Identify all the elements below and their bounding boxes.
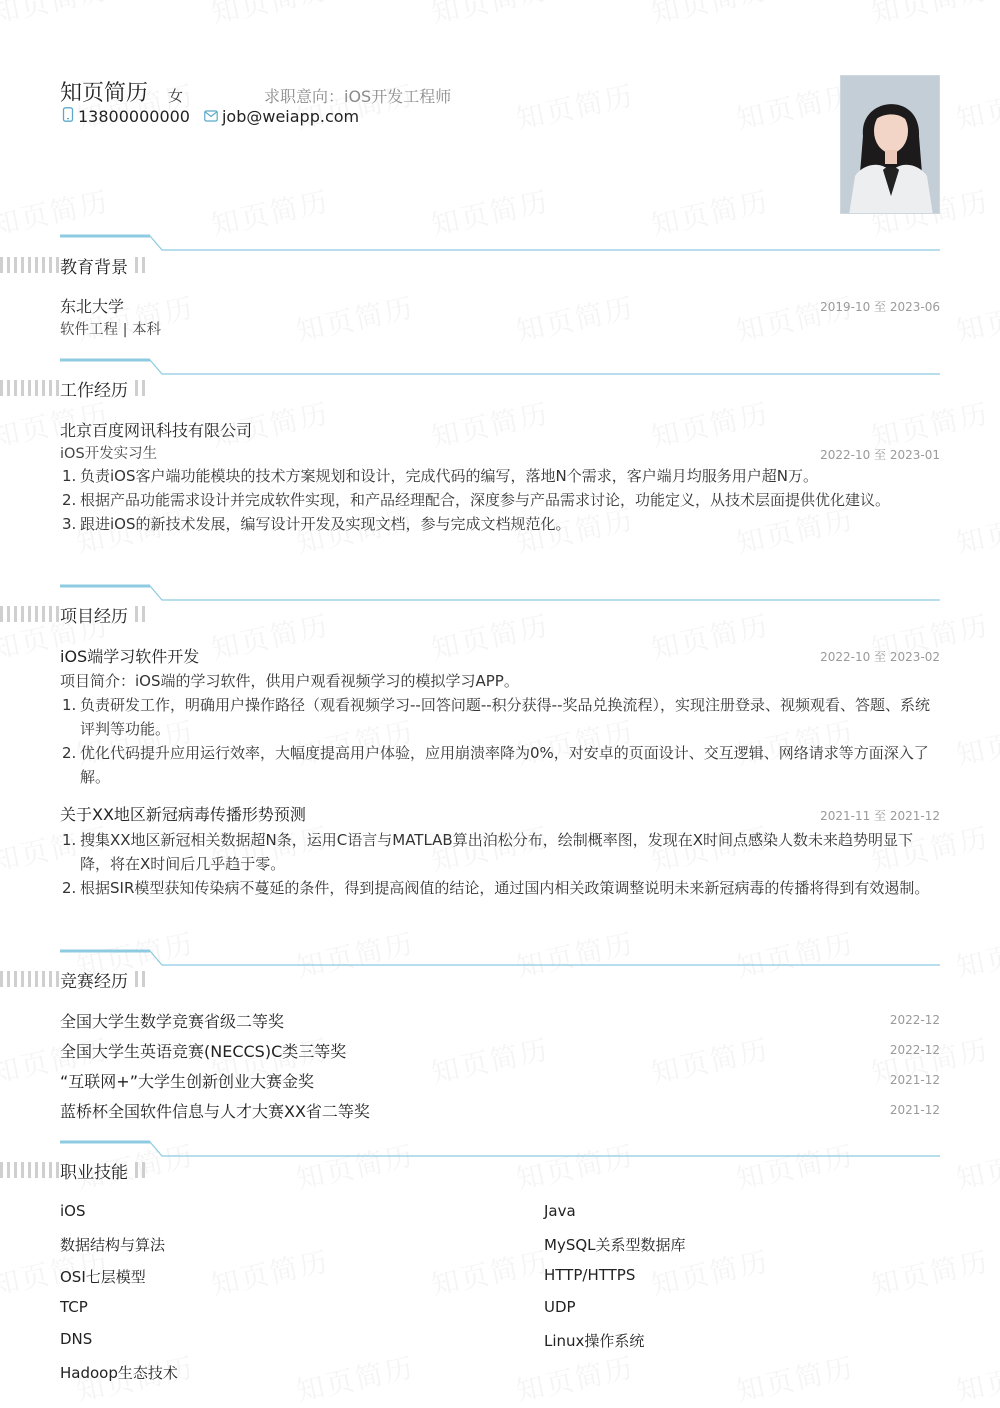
skill-item: OSI七层模型 <box>60 1268 146 1286</box>
work-duties <box>60 464 940 536</box>
skill-item: Linux操作系统 <box>544 1332 645 1350</box>
list-item: 1. 搜集XX地区新冠相关数据超N条，运用C语言与MATLAB算出泊松分布，绘制概率图，发现在X时间点感染人数未来趋势明显下降，将在X时间后几乎趋于零。 <box>62 831 913 873</box>
project-date: 2022-10 至 2023-02 <box>820 650 940 664</box>
work-date: 2022-10 至 2023-01 <box>820 448 940 462</box>
profile-photo <box>840 75 940 214</box>
decor-stripes <box>0 971 60 987</box>
award-name: 全国大学生数学竞赛省级二等奖 <box>60 1012 285 1031</box>
section-divider <box>60 582 940 604</box>
education-date: 2019-10 至 2023-06 <box>820 300 940 314</box>
section-divider <box>60 947 940 969</box>
contact-info <box>62 107 367 126</box>
section-title: 职业技能 <box>60 1162 128 1183</box>
section-divider <box>60 1138 940 1160</box>
section-header <box>0 1153 160 1187</box>
decor-stripes <box>0 1162 60 1178</box>
section-header <box>0 371 160 405</box>
skill-item: HTTP/HTTPS <box>544 1266 636 1284</box>
award-date: 2022-12 <box>889 1013 940 1027</box>
skill-item: 数据结构与算法 <box>60 1236 166 1254</box>
skill-item: Java <box>544 1202 576 1220</box>
list-item: 3. 跟进iOS的新技术发展，编写设计开发及实现文档，参与完成文档规范化。 <box>62 515 571 533</box>
award-name: 蓝桥杯全国软件信息与人才大赛XX省二等奖 <box>60 1102 370 1121</box>
skill-item: TCP <box>60 1298 88 1316</box>
award-name: “互联网+”大学生创新创业大赛金奖 <box>60 1072 314 1091</box>
project-name: 关于XX地区新冠病毒传播形势预测 <box>60 805 306 824</box>
decor-stripes <box>0 257 60 273</box>
list-item: 2. 优化代码提升应用运行效率，大幅度提高用户体验，应用崩溃率降为0%，对安卓的页面设计、交互逻辑、网络请求等方面深入了解。 <box>62 744 929 786</box>
major-degree: 软件工程 | 本科 <box>60 322 162 338</box>
list-item: 2. 根据产品功能需求设计并完成软件实现，和产品经理配合，深度参与产品需求讨论，功能定义，从技术层面提供优化建议。 <box>62 491 891 509</box>
mail-icon <box>204 107 218 126</box>
phone-icon <box>62 107 74 126</box>
decor-stripes <box>0 380 60 396</box>
decor-stripes <box>135 257 147 273</box>
skill-item: Hadoop生态技术 <box>60 1364 178 1382</box>
candidate-name: 知页简历 <box>60 81 149 106</box>
email-contact <box>204 107 359 126</box>
section-divider <box>60 356 940 378</box>
decor-stripes <box>135 606 147 622</box>
job-role: iOS开发实习生 <box>60 446 158 462</box>
section-title: 工作经历 <box>60 380 128 401</box>
section-divider <box>60 232 940 254</box>
phone-number: 13800000000 <box>78 107 190 126</box>
award-date: 2022-12 <box>889 1043 940 1057</box>
list-item: 2. 根据SIR模型获知传染病不蔓延的条件，得到提高阀值的结论，通过国内相关政策调整说明未来新冠病毒的传播将得到有效遏制。 <box>62 879 930 897</box>
project-intro: 项目简介：iOS端的学习软件，供用户观看视频学习的模拟学习APP。 <box>60 672 519 690</box>
award-date: 2021-12 <box>889 1073 940 1087</box>
list-item: 1. 负责iOS客户端功能模块的技术方案规划和设计，完成代码的编写，落地N个需求，客户端月均服务用户超N万。 <box>62 467 818 485</box>
skill-item: iOS <box>60 1202 86 1220</box>
job-intent: 求职意向：iOS开发工程师 <box>264 87 452 106</box>
project-date: 2021-11 至 2021-12 <box>820 809 940 823</box>
section-title: 竞赛经历 <box>60 971 128 992</box>
project-name: iOS端学习软件开发 <box>60 647 200 666</box>
skill-item: MySQL关系型数据库 <box>544 1236 686 1254</box>
skill-item: UDP <box>544 1298 576 1316</box>
section-header <box>0 962 160 996</box>
company-name: 北京百度网讯科技有限公司 <box>60 421 253 440</box>
skill-item: DNS <box>60 1330 93 1348</box>
school-name: 东北大学 <box>60 297 125 316</box>
decor-stripes <box>0 606 60 622</box>
section-header <box>0 597 160 631</box>
award-date: 2021-12 <box>889 1103 940 1117</box>
decor-stripes <box>135 1162 147 1178</box>
project-duties <box>60 693 940 789</box>
list-item: 1. 负责研发工作，明确用户操作路径（观看视频学习--回答问题--积分获得--奖品兑换流程），实现注册登录、视频观看、答题、系统评判等功能。 <box>62 696 930 738</box>
email-address: job@weiapp.com <box>221 107 360 126</box>
phone-contact <box>62 107 190 126</box>
section-title: 教育背景 <box>60 257 128 278</box>
section-title: 项目经历 <box>60 606 128 627</box>
section-header <box>0 248 160 282</box>
decor-stripes <box>135 971 147 987</box>
project-duties <box>60 828 940 900</box>
decor-stripes <box>135 380 147 396</box>
candidate-gender: 女 <box>168 87 184 105</box>
award-name: 全国大学生英语竞赛(NECCS)C类三等奖 <box>60 1042 347 1061</box>
